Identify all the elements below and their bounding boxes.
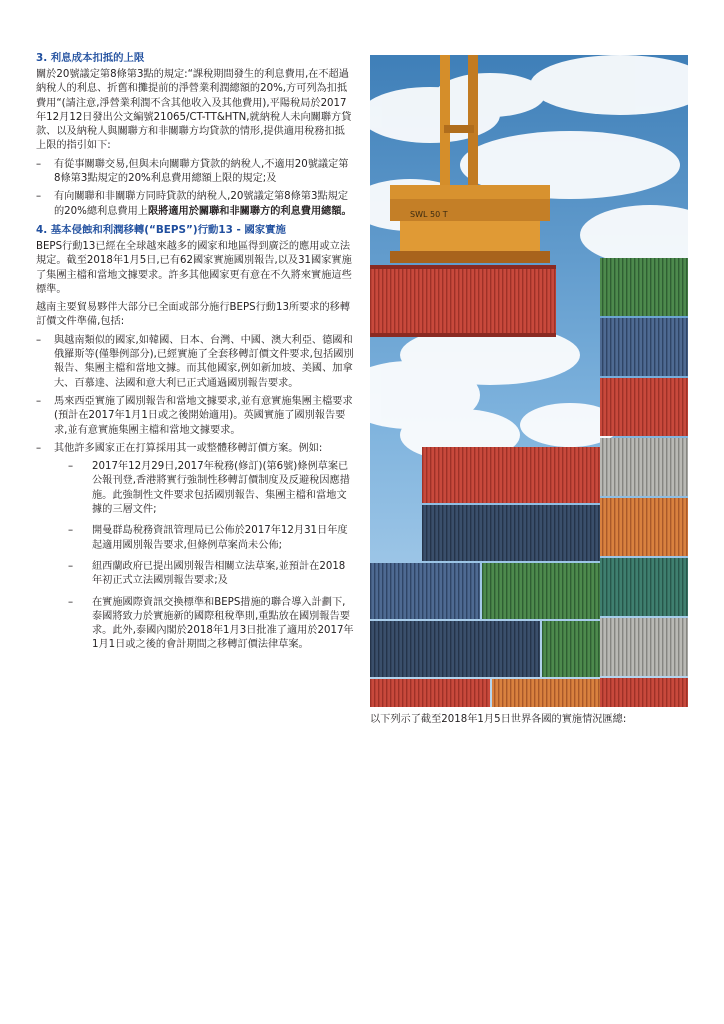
sub-list-item: – 開曼群島稅務資訊管理局已公佈於2017年12月31日年度起適用國別報告要求,但條例草案尚未公佈;	[68, 524, 354, 553]
list-item	[36, 442, 354, 653]
section-3-heading: 3. 利息成本扣抵的上限	[36, 52, 145, 64]
section-4-heading: 4. 基本侵蝕和利潤移轉(“BEPS”)行動13 - 國家實施	[36, 223, 286, 236]
list-item	[36, 190, 354, 219]
list-item: – 馬來西亞實施了國別報告和當地文據要求,並有意實施集團主檔要求(預計在2017年1月1日或之後開始適用)。英國實施了國別報告要求,並有意實施集團主檔和當地文據要求。	[36, 395, 354, 438]
hanging-container	[370, 265, 556, 337]
section-4-paragraph-2: 越南主要貿易夥伴大部分已全面或部分施行BEPS行動13所要求的移轉訂價文件準備,包括:	[36, 302, 351, 328]
list-item-text: 有向關聯和非關聯方同時貸款的納稅人,20號議定第8條第3點規定的20%總利息費用上	[54, 191, 349, 217]
sub-list-item: – 紐西蘭政府已提出國別報告相關立法草案,並預計在2018年初正式立法國別報告要求;及	[68, 560, 354, 589]
photo-caption: 以下列示了截至2018年1月5日世界各國的實施情況匯總:	[370, 714, 627, 725]
sub-list-item: – 2017年12月29日,2017年稅務(修訂)(第6號)條例草案已公報刊登,香港將實行強制性移轉訂價制度及反避稅因應措施。此強制性文件要求包括國別報告、集團主檔和當地文據的三層文件;	[68, 460, 354, 517]
list-item: – 與越南類似的國家,如韓國、日本、台灣、中國、澳大利亞、德國和俄羅斯等(僅舉例部分),已經實施了全套移轉訂價文件要求,包括國別報告、集團主檔和當地文據。而其他國家,例如新加坡、美國、加拿大、百慕達、法國和意大利已正式通過國別報告要求。	[36, 334, 354, 391]
section-4-list	[36, 334, 354, 653]
main-text-column	[36, 51, 354, 660]
section-3-list	[36, 158, 354, 219]
sub-list-item: – 在實施國際資訊交換標準和BEPS措施的聯合導入計劃下,泰國將致力於實施新的國際租稅準則,重點放在國別報告要求。此外,泰國內閣於2018年1月3日批准了適用於2017年1月1日或之後的會計期間之移轉訂價法律草案。	[68, 596, 354, 653]
section-4-paragraph-1: BEPS行動13已經在全球越來越多的國家和地區得到廣泛的應用或立法規定。截至2018年1月5日,已有62國家實施國別報告,以及31國家實施了集團主檔和當地文據要求。許多其他國家更有意在不久將來實施這些標準。	[36, 240, 352, 295]
crane-label: SWL 50 T	[410, 210, 448, 219]
shipping-containers-photo	[370, 55, 688, 707]
sub-list	[54, 460, 354, 653]
section-3-paragraph: 關於20號議定第8條第3點的規定:“課稅期間發生的利息費用,在不超過納稅人的利息、折舊和攤提前的淨營業利潤總額的20%,方可列為扣抵費用“(請注意,淨營業利潤不含其他收入及其他費用),平陽稅局於2017年12月12日發出公文編號21065/CT-TT&HTN,就納稅人未向關聯方貸款、以及納稅人與關聯方和非關聯方均貸款的情形,提供適用稅務扣抵上限的指引如下:	[36, 69, 352, 152]
list-item-bold-text: 限將適用於關聯和非關聯方的利息費用總額。	[147, 205, 352, 217]
list-item-text: 其他許多國家正在打算採用其一或整體移轉訂價方案。例如:	[54, 442, 323, 454]
container-stack-right	[600, 258, 688, 707]
list-item: – 有從事關聯交易,但與未向關聯方貸款的納稅人,不適用20號議定第8條第3點規定的20%利息費用總額上限的規定;及	[36, 158, 354, 187]
